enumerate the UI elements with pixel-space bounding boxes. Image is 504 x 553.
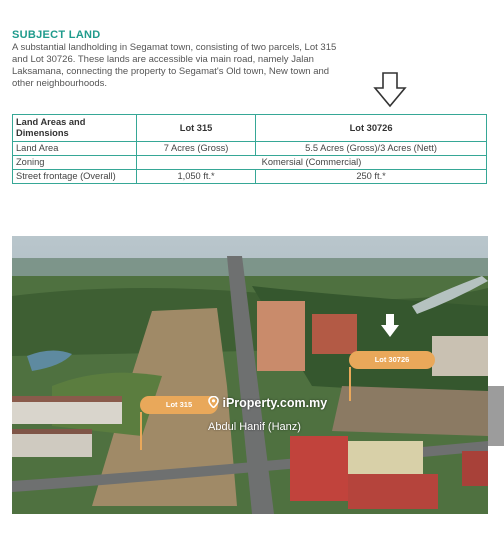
table-row-land-area xyxy=(13,142,487,156)
frontage-lot-30726: 250 ft.* xyxy=(256,170,487,184)
intro-paragraph: A substantial landholding in Segamat town, consisting of two parcels, Lot 315 and Lot 30726. These lands are accessible via main road, namely Jalan Laksamana, connecting the property to Segamat's Old town, New town and other neighbourhoods. xyxy=(12,42,337,89)
section-heading: SUBJECT LAND xyxy=(12,29,101,41)
row-label-land-area: Land Area xyxy=(13,142,137,156)
table-header-dimensions: Land Areas and Dimensions xyxy=(13,115,137,142)
table-header-lot-30726: Lot 30726 xyxy=(256,115,487,142)
side-scroll-bar xyxy=(488,386,504,446)
zoning-value: Komersial (Commercial) xyxy=(137,156,487,170)
row-label-frontage: Street frontage (Overall) xyxy=(13,170,137,184)
frontage-lot-315: 1,050 ft.* xyxy=(137,170,256,184)
table-header-row xyxy=(13,115,487,142)
down-arrow-icon xyxy=(372,71,408,109)
aerial-photo-illustration xyxy=(12,236,488,514)
lot-315-tag: Lot 315 xyxy=(140,396,218,414)
land-area-lot-315: 7 Acres (Gross) xyxy=(137,142,256,156)
location-pin-icon xyxy=(208,396,219,408)
lot-30726-tag: Lot 30726 xyxy=(349,351,435,369)
watermark-brand: iProperty.com.my xyxy=(222,396,328,410)
table-row-zoning xyxy=(13,156,487,170)
lot-315-leader-line xyxy=(140,412,142,450)
side-gap xyxy=(488,446,504,514)
table-row-frontage xyxy=(13,170,487,184)
watermark-agent-name: Abdul Hanif (Hanz) xyxy=(208,421,301,433)
watermark-logo xyxy=(208,396,327,410)
land-areas-table xyxy=(12,114,487,184)
white-down-arrow-icon xyxy=(380,313,400,339)
row-label-zoning: Zoning xyxy=(13,156,137,170)
aerial-photo xyxy=(12,236,488,514)
land-area-lot-30726: 5.5 Acres (Gross)/3 Acres (Nett) xyxy=(256,142,487,156)
table-header-lot-315: Lot 315 xyxy=(137,115,256,142)
lot-30726-leader-line xyxy=(349,367,351,401)
